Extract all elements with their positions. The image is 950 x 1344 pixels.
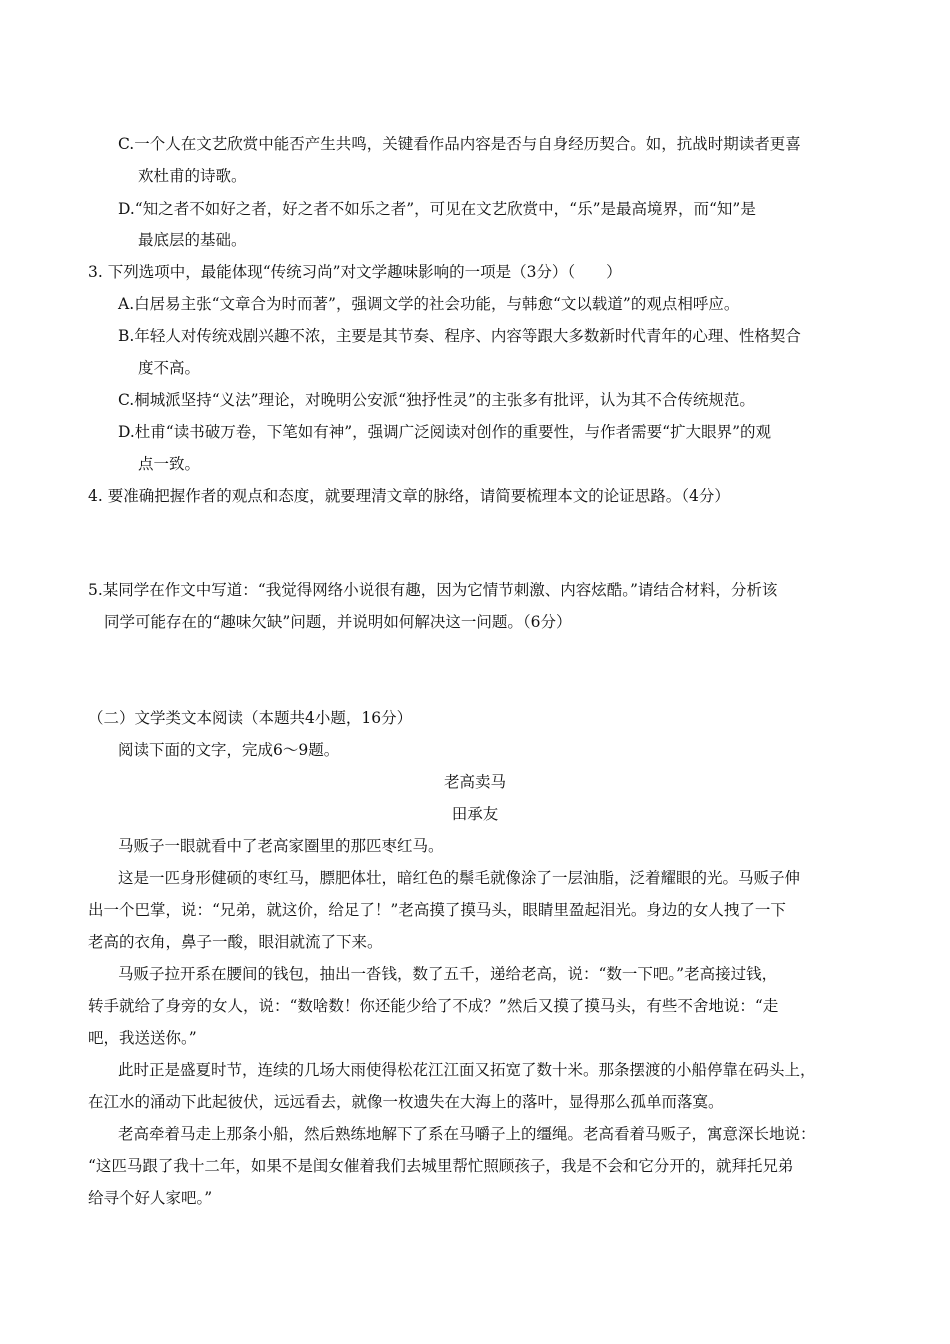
q2-option-d-line1: D.“知之者不如好之者，好之者不如乐之者”，可见在文艺欣赏中，“乐”是最高境界，而“知”是 [118, 200, 756, 218]
q2-option-c-line2: 欢杜甫的诗歌。 [138, 167, 247, 185]
q3-option-a: A.白居易主张“文章合为时而著”，强调文学的社会功能，与韩愈“文以载道”的观点相呼应。 [118, 295, 740, 313]
story-title: 老高卖马 [443, 773, 506, 791]
q5-line2: 同学可能存在的“趣味欠缺”问题，并说明如何解决这一问题。（6分） [104, 613, 572, 631]
q3-stem: 3. 下列选项中，最能体现“传统习尚”对文学趣味影响的一项是（3分）（ ） [88, 263, 622, 281]
story-paragraph-line: 给寻个好人家吧。” [88, 1189, 213, 1207]
story-paragraph-line: 老高牵着马走上那条小船，然后熟练地解下了系在马嚼子上的缰绳。老高看着马贩子，寓意深长地说： [118, 1125, 816, 1143]
q3-option-c: C.桐城派坚持“义法”理论，对晚明公安派“独抒性灵”的主张多有批评，认为其不合传统规范。 [118, 391, 755, 409]
q2-option-d-line2: 最底层的基础。 [138, 231, 247, 249]
q3-option-d-line1: D.杜甫“读书破万卷，下笔如有神”，强调广泛阅读对创作的重要性，与作者需要“扩大眼界”的观 [118, 423, 772, 441]
story-paragraph-line: 这是一匹身形健硕的枣红马，膘肥体壮，暗红色的鬃毛就像涂了一层油脂，泛着耀眼的光。马贩子伸 [118, 869, 801, 887]
story-paragraph-line: 马贩子一眼就看中了老高家圈里的那匹枣红马。 [118, 837, 444, 855]
story-paragraph-line: 老高的衣角，鼻子一酸，眼泪就流了下来。 [88, 933, 383, 951]
story-author: 田承友 [451, 805, 499, 823]
q4-stem: 4. 要准确把握作者的观点和态度，就要理清文章的脉络，请简要梳理本文的论证思路。（4分） [88, 487, 730, 505]
story-paragraph-line: 在江水的涌动下此起彼伏，远远看去，就像一枚遗失在大海上的落叶，显得那么孤单而落寞。 [88, 1093, 724, 1111]
q3-option-d-line2: 点一致。 [138, 455, 201, 473]
q5-line1: 5.某同学在作文中写道：“我觉得网络小说很有趣，因为它情节刺激、内容炫酷。”请结合材料，分析该 [88, 581, 778, 599]
story-paragraph-line: 吧，我送送你。” [88, 1029, 197, 1047]
section-heading: （二）文学类文本阅读（本题共4小题，16分） [88, 709, 413, 727]
q2-option-c-line1: C.一个人在文艺欣赏中能否产生共鸣，关键看作品内容是否与自身经历契合。如，抗战时期读者更喜 [118, 135, 801, 153]
q3-option-b-line2: 度不高。 [138, 359, 201, 377]
story-paragraph-line: 此时正是盛夏时节，连续的几场大雨使得松花江江面又拓宽了数十米。那条摆渡的小船停靠在码头上， [118, 1061, 816, 1079]
story-paragraph-line: 出一个巴掌，说：“兄弟，就这价，给足了！”老高摸了摸马头，眼睛里盈起泪光。身边的女人拽了一下 [88, 901, 786, 919]
section-instruction: 阅读下面的文字，完成6～9题。 [118, 741, 340, 759]
story-paragraph-line: 转手就给了身旁的女人，说：“数啥数！你还能少给了不成？”然后又摸了摸马头，有些不舍地说：“走 [88, 997, 779, 1015]
story-paragraph-line: 马贩子拉开系在腰间的钱包，抽出一沓钱，数了五千，递给老高，说：“数一下吧。”老高接过钱， [118, 965, 778, 983]
q3-option-b-line1: B.年轻人对传统戏剧兴趣不浓，主要是其节奏、程序、内容等跟大多数新时代青年的心理、性格契合 [118, 327, 801, 345]
story-paragraph-line: “这匹马跟了我十二年，如果不是闺女催着我们去城里帮忙照顾孩子，我是不会和它分开的，就拜托兄弟 [88, 1157, 794, 1175]
